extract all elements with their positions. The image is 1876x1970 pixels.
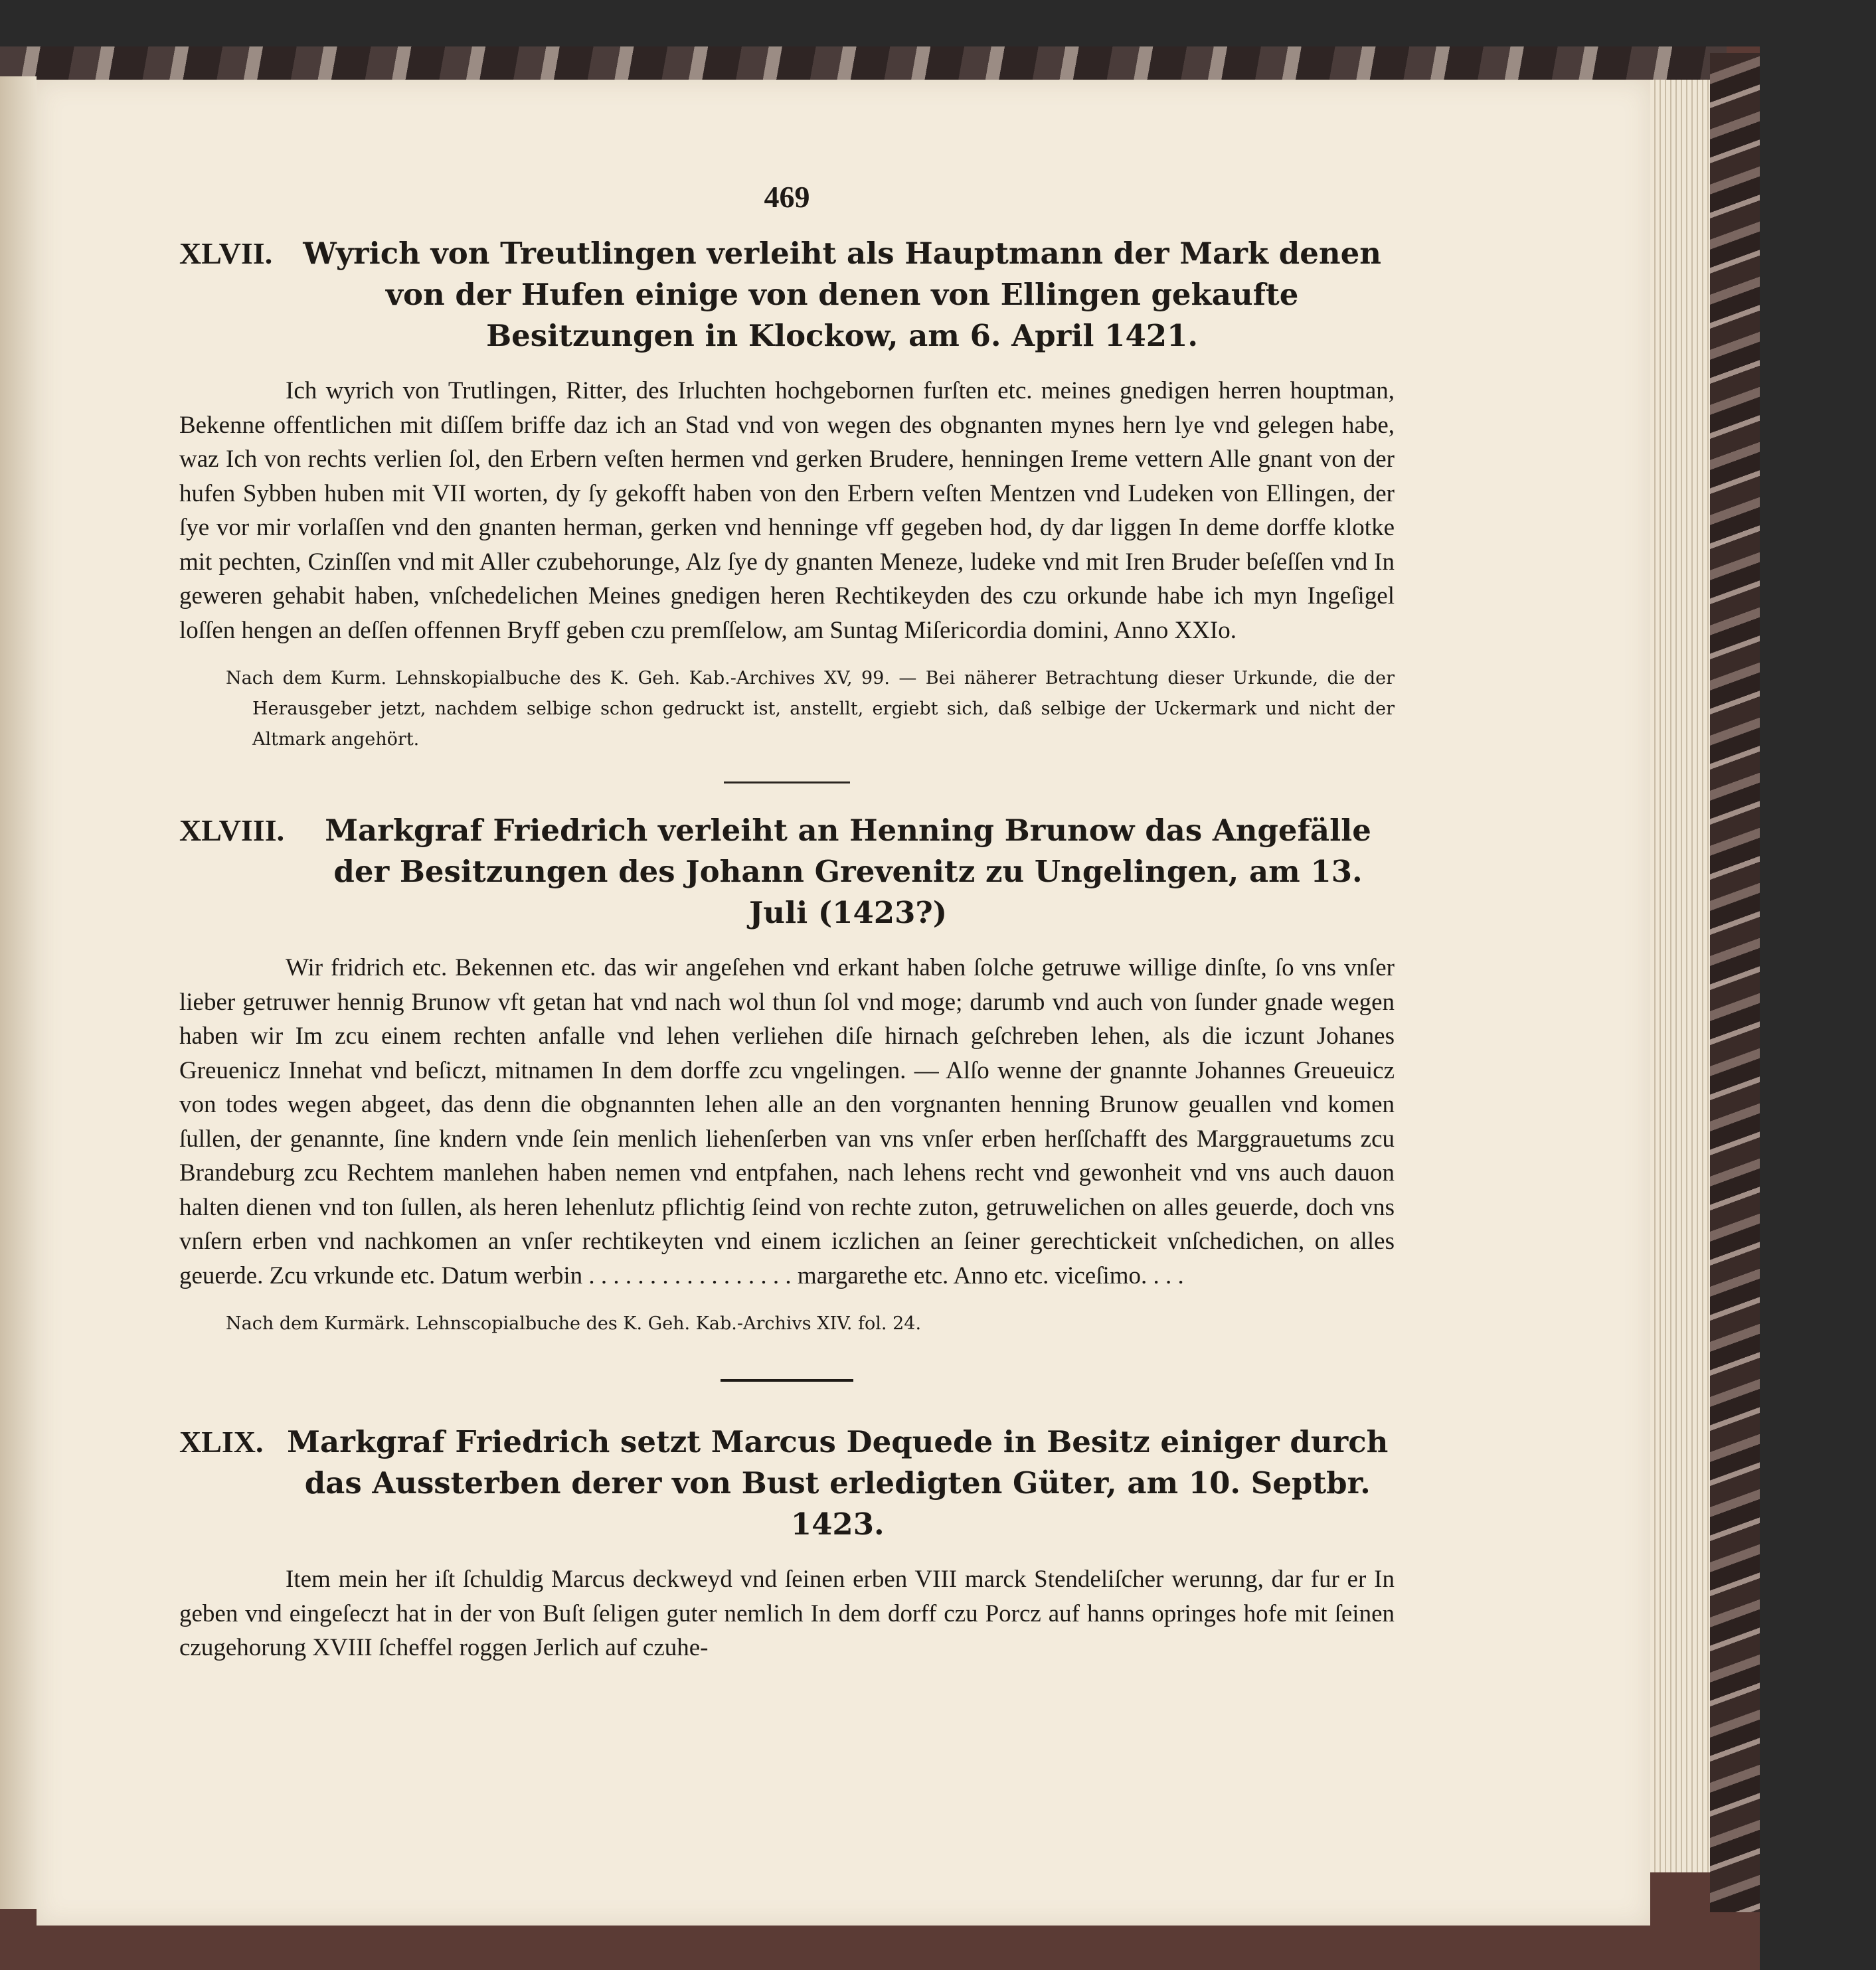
body-paragraph: Wir fridrich etc. Bekennen etc. das wir angeſehen vnd erkant haben ſolche getruwe willige dinſte, ſo vns vnſer lieber getruwer hennig Brunow vft getan hat vnd nach wol thun ſol vnd moge; darumb vnd auch von ſunder gnade wegen haben wir Im zcu einem rechten anfalle vnd lehen verliehen diſe hirnach geſchreben lehen, als die iczunt Johanes Greuenicz Innehat vnd beſiczt, mitnamen In dem dorffe zcu vngelingen. — Alſo wenne der gnannte Johannes Greueuicz von todes wegen abgeet, das denn die obgnannten lehen alle an den vorgnanten henning Brunow geuallen vnd komen ſullen, der genannte, ſine kndern vnde ſein menlich liehenſerben van vns vnſer erben herſſchafft des Marggrauetums zcu Brandeburg zcu Rechtem manlehen haben nemen vnd entpfahen, nach lehens recht vnd gewonheit vnd vns auch dauon halten dienen vnd ton ſullen, als heren lehenlutz pflichtig ſeind von rechte zuton, getruwelichen on alles geuerde, doch vns vnſern erben vnd nachkomen an vnſer rechtikeyten vnd einem iczlichen an ſeiner gerechtickeit vnſchedichen, on alles geuerde. Zcu vrkunde etc. Datum werbin . . . . . . . . . . . . . . . . . margarethe etc. Anno etc. viceſimo. . . .	[179, 954, 1395, 1289]
source-note: Nach dem Kurm. Lehnskopialbuche des K. Geh. Kab.-Archives XV, 99. — Bei näherer Betrachtung dieser Urkunde, die der Herausgeber jetzt, nachdem selbige schon gedruckt ist, anstellt, ergiebt sich, daß selbige der Uckermark und nicht der Altmark angehört.	[226, 668, 1395, 750]
section-heading	[179, 233, 1395, 357]
section-heading	[179, 810, 1395, 934]
page-content	[179, 179, 1395, 1665]
section-heading	[179, 1422, 1395, 1545]
section-title: Wyrich von Treutlingen verleiht als Hauptmann der Mark denen von der Hufen einige von denen von Ellingen gekaufte Besitzungen in Klockow, am 6. April 1421.	[303, 236, 1381, 353]
body-paragraph: Item mein her iſt ſchuldig Marcus deckweyd vnd ſeinen erben VIII marck Stendeliſcher werunng, dar fur er In geben vnd eingeſeczt hat in der von Buſt ſeligen guter nemlich In dem dorff czu Porcz auf hanns opringes hofe mit ſeinen czugehorung XVIII ſcheffel roggen Jerlich auf czuhe-	[179, 1566, 1395, 1661]
document-section-xlviii	[179, 810, 1395, 1339]
page-stack-edges	[1650, 80, 1710, 1872]
section-title: Markgraf Friedrich verleiht an Henning Brunow das Angefälle der Besitzungen des Johann Grevenitz zu Ungelingen, am 13. Juli (1423?)	[325, 813, 1371, 930]
section-numeral: XLVIII.	[179, 813, 285, 847]
section-divider	[724, 781, 850, 783]
page-number: 469	[764, 180, 810, 214]
section-body	[179, 951, 1395, 1293]
section-numeral: XLIX.	[179, 1425, 264, 1459]
document-section-xlix	[179, 1422, 1395, 1665]
marbled-cover-side	[1710, 53, 1760, 1912]
document-section-xlvii	[179, 233, 1395, 755]
section-body	[179, 1562, 1395, 1665]
section-numeral: XLVII.	[179, 236, 273, 270]
source-note: Nach dem Kurmärk. Lehnscopialbuche des K. Geh. Kab.-Archivs XIV. fol. 24.	[226, 1313, 922, 1334]
section-title: Markgraf Friedrich setzt Marcus Dequede in Besitz einiger durch das Aussterben derer von Bust erledigten Güter, am 10. Septbr. 1423.	[287, 1424, 1389, 1542]
section-body	[179, 374, 1395, 647]
left-page-edge	[0, 76, 37, 1909]
section-divider	[721, 1379, 853, 1382]
body-paragraph: Ich wyrich von Trutlingen, Ritter, des Irluchten hochgebornen furſten etc. meines gnedigen herren houptman, Bekenne offentlichen mit diſſem briffe daz ich an Stad vnd von wegen des obgnanten mynes hern lye vnd gelegen habe, waz Ich von rechts verlien ſol, den Erbern veſten hermen vnd gerken Brudere, henningen Ireme vettern Alle gnant von der hufen Sybben huben mit VII worten, dy ſy gekofft haben von den Erbern veſten Mentzen vnd Ludeken von Ellingen, der ſye vor mir vorlaſſen vnd den gnanten herman, gerken vnd henninge vff gegeben hod, dy dar liggen In deme dorffe klotke mit pechten, Czinſſen vnd mit Aller czubehorunge, Alz ſye dy gnanten Meneze, ludeke vnd mit Iren Bruder beſeſſen vnd In geweren gehabit haben, vnſchedelichen Meines gnedigen heren Rechtikeyden des czu orkunde habe ich myn Ingeſigel loſſen hengen an deſſen offennen Bryff geben czu premſſelow, am Suntag Miſericordia domini, Anno XXIo.	[179, 377, 1395, 644]
marbled-cover-top	[0, 46, 1727, 80]
